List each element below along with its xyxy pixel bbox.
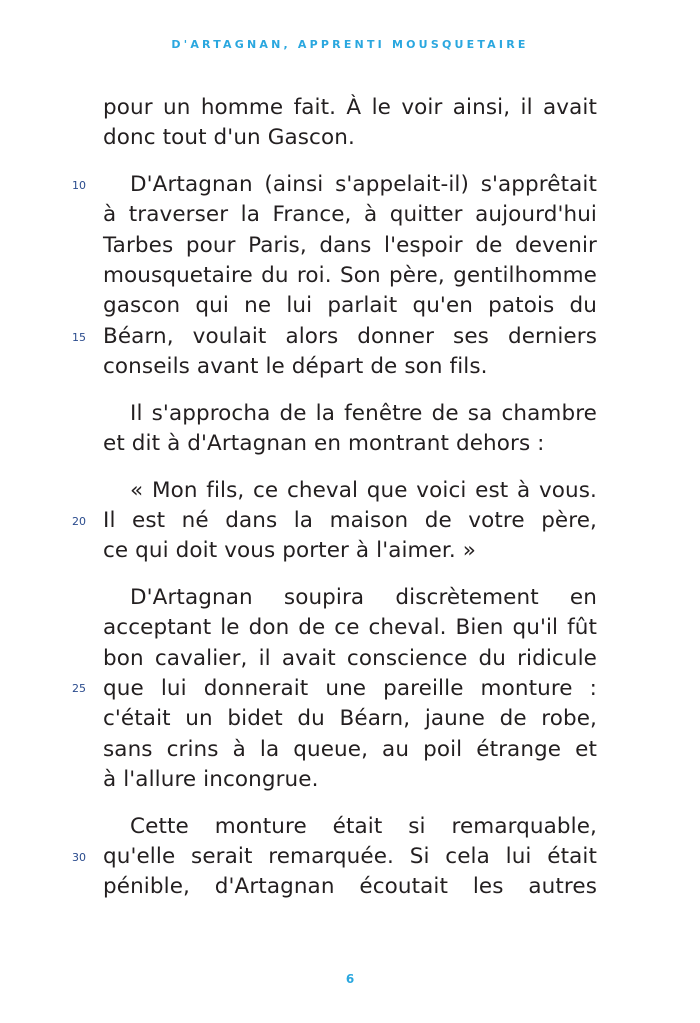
- text-line: pour un homme fait. À le voir ainsi, il avait: [103, 95, 597, 120]
- text-line: conseils avant le départ de son fils.: [103, 353, 488, 379]
- text-line: Cette monture était si remarquable,: [130, 813, 597, 839]
- running-head: D'ARTAGNAN, APPRENTI MOUSQUETAIRE: [171, 38, 529, 51]
- text-line: c'était un bidet du Béarn, jaune de robe,: [103, 706, 597, 732]
- text-line: Il s'approcha de la fenêtre de sa chambre: [130, 400, 597, 426]
- text-line: à l'allure incongrue.: [103, 766, 319, 792]
- text-line: gascon qui ne lui parlait qu'en patois du: [103, 293, 597, 319]
- text-line: « Mon fils, ce cheval que voici est à vous.: [130, 477, 597, 503]
- line-number: 30: [72, 851, 86, 864]
- text-line: Il est né dans la maison de votre père,: [103, 508, 597, 534]
- text-line: Tarbes pour Paris, dans l'espoir de devenir: [103, 232, 597, 258]
- line-number: 25: [72, 682, 86, 695]
- text-line: à traverser la France, à quitter aujourd'hui: [103, 202, 597, 228]
- text-line: que lui donnerait une pareille monture :: [103, 676, 597, 702]
- body-text: [103, 93, 597, 903]
- page-number: 6: [345, 972, 355, 986]
- text-line: D'Artagnan soupira discrètement en: [130, 585, 597, 611]
- text-line: D'Artagnan (ainsi s'appelait-il) s'apprêtait: [130, 172, 597, 198]
- text-line: sans crins à la queue, au poil étrange et: [103, 736, 597, 762]
- line-number: 15: [72, 331, 86, 344]
- line-number: 20: [72, 515, 86, 528]
- text-line: donc tout d'un Gascon.: [103, 125, 355, 151]
- text-line: Béarn, voulait alors donner ses derniers: [103, 323, 597, 349]
- line-number: 10: [72, 179, 86, 192]
- text-line: acceptant le don de ce cheval. Bien qu'il fût: [103, 615, 597, 641]
- text-line: bon cavalier, il avait conscience du ridicule: [103, 645, 597, 671]
- text-line: ce qui doit vous porter à l'aimer. »: [103, 538, 477, 564]
- text-line: pénible, d'Artagnan écoutait les autres: [103, 874, 597, 900]
- text-line: et dit à d'Artagnan en montrant dehors :: [103, 430, 545, 456]
- text-line: mousquetaire du roi. Son père, gentilhomme: [103, 262, 597, 288]
- text-line: qu'elle serait remarquée. Si cela lui était: [103, 844, 597, 870]
